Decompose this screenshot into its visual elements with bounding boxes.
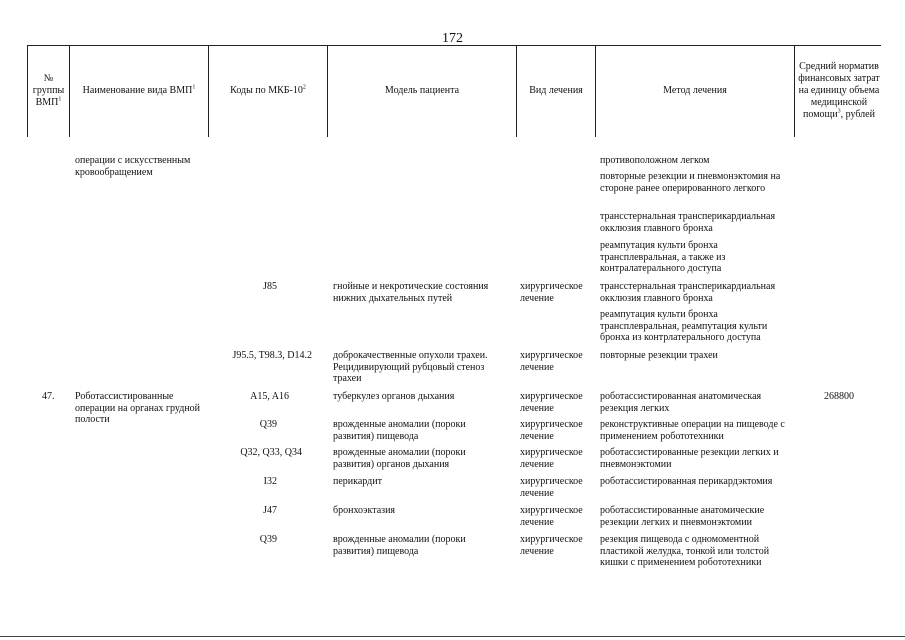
j95-code: J95.5, T98.3, D14.2	[232, 350, 312, 361]
item5-type: хирургическое лечение	[520, 505, 583, 528]
header-method-label: Метод лечения	[663, 85, 727, 96]
header-model-label: Модель пациента	[384, 85, 460, 96]
item6-model: врожденные аномалии (пороки развития) пищевода	[333, 534, 466, 557]
item6-code: Q39	[259, 534, 277, 545]
header-group-label: № группы ВМП$^1$	[32, 73, 65, 108]
item4-method: роботассистированная перикардэктомия	[600, 476, 773, 487]
j85-method-2: реампутация культи бронха трансплевральная, реампутация культи бронха из контрлатерального доступа	[600, 309, 768, 343]
item5-code: J47	[263, 505, 277, 516]
item2-code: Q39	[259, 419, 277, 430]
j85-type: хирургическое лечение	[520, 281, 583, 304]
row47-number: 47.	[42, 391, 55, 402]
item3-model: врожденные аномалии (пороки развития) органов дыхания	[333, 447, 466, 470]
item5-method: роботассистированные анатомические резекции легких и пневмонэктомии	[600, 505, 765, 528]
j85-code: J85	[263, 281, 277, 292]
item1-method: роботассистированная анатомическая резекция легких	[600, 391, 762, 414]
cont-method-2: повторные резекции и пневмонэктомия на стороне ранее оперированного легкого	[600, 171, 781, 194]
item2-model: врожденные аномалии (пороки развития) пищевода	[333, 419, 466, 442]
header-method	[596, 45, 795, 137]
item2-method: реконструктивные операции на пищеводе с применением робототехники	[600, 419, 785, 442]
header-model	[328, 45, 517, 137]
item3-method: роботассистированные резекции легких и пневмонэктомии	[600, 447, 779, 470]
item1-code: A15, A16	[250, 391, 289, 402]
cont-name: операции с искусственным кровообращением	[75, 155, 191, 178]
item3-type: хирургическое лечение	[520, 447, 583, 470]
item2-type: хирургическое лечение	[520, 419, 583, 442]
j95-model: доброкачественные опухоли трахеи. Рецидивирующий рубцовый стеноз трахеи	[333, 350, 488, 384]
page-bottom-rule	[0, 636, 905, 637]
header-norm	[795, 45, 883, 137]
item6-type: хирургическое лечение	[520, 534, 583, 557]
header-codes	[209, 45, 328, 137]
header-norm-label: Средний норматив финансовых затрат на единицу объема медицинской помощи$^3$, рублей	[798, 61, 880, 120]
cont-method-3: трансстернальная трансперикардиальная окклюзия главного бронха	[600, 211, 776, 234]
item4-code: I32	[263, 476, 277, 487]
header-codes-label: Коды по МКБ-$10^2$	[230, 84, 306, 96]
header-name-label: Наименование вида ВМП$^1$	[82, 84, 196, 96]
item5-model: бронхоэктазия	[333, 505, 396, 516]
item1-model: туберкулез органов дыхания	[333, 391, 455, 402]
page-number: 172	[442, 31, 463, 46]
item1-type: хирургическое лечение	[520, 391, 583, 414]
header-group	[27, 45, 70, 137]
j95-method: повторные резекции трахеи	[600, 350, 718, 361]
row47-name: Роботассистированные операции на органах грудной полости	[75, 391, 201, 425]
item3-code: Q32, Q33, Q34	[240, 447, 302, 458]
cont-method-1: противоположном легком	[600, 155, 710, 166]
row47-norm: 268800	[824, 391, 854, 402]
header-type-label: Вид лечения	[529, 85, 583, 96]
header-type	[517, 45, 596, 137]
j95-type: хирургическое лечение	[520, 350, 583, 373]
j85-method-1: трансстернальная трансперикардиальная окклюзия главного бронха	[600, 281, 776, 304]
item6-method: резекция пищевода с одномоментной пластикой желудка, тонкой или толстой кишки с применением робототехники	[600, 534, 770, 568]
cont-method-4: реампутация культи бронха трансплевральная, а также из контралатерального доступа	[600, 240, 726, 274]
header-name	[70, 45, 209, 137]
j85-model: гнойные и некротические состояния нижних дыхательных путей	[333, 281, 489, 304]
item4-model: перикардит	[333, 476, 382, 487]
item4-type: хирургическое лечение	[520, 476, 583, 499]
